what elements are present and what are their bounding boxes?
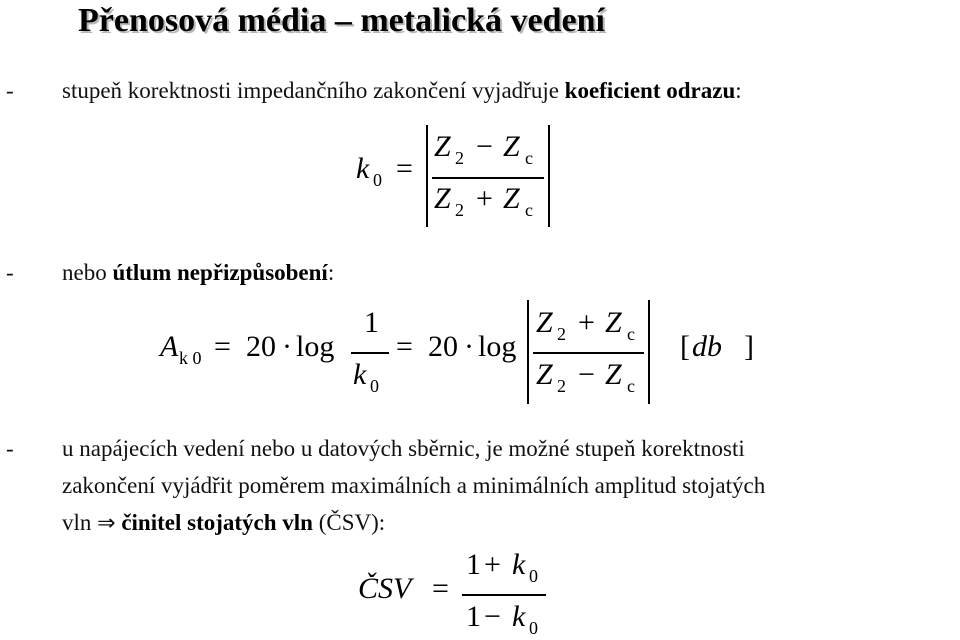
eq3-num-one: 1 [466, 548, 481, 581]
eq3-den-one: 1 [466, 600, 481, 633]
eq3-fraction-bar [462, 594, 546, 596]
slide-title: Přenosová média – metalická vedení [78, 2, 605, 39]
eq2-num-a-sub: 2 [557, 324, 566, 344]
eq2-den-op: − [578, 358, 595, 391]
eq3-num-var: k [512, 548, 526, 581]
eq2-unit-close: ] [744, 330, 754, 363]
eq2-num-b-sub: c [627, 324, 635, 344]
eq3-den-op: − [484, 600, 501, 633]
item3-bold: činitel stojatých vln [115, 510, 313, 535]
eq2-unit: db [692, 330, 722, 363]
item2-tail: : [327, 260, 335, 285]
eq2-lhs-sub: k 0 [179, 348, 202, 368]
item3-tail: (ČSV): [312, 510, 386, 535]
eq2-frac-den-var: k [353, 358, 367, 391]
eq2-num-b: Z [605, 306, 622, 339]
eq1-lhs-var: k [356, 152, 370, 185]
eq2-equals-2: = [396, 330, 413, 363]
eq1-num-b: Z [503, 130, 520, 163]
eq1-den-a-sub: 2 [455, 200, 464, 220]
eq2-den-a: Z [536, 358, 553, 391]
eq1-den-op: + [476, 182, 493, 215]
eq1-num-op: − [476, 130, 493, 163]
eq2-unit-open: [ [680, 330, 690, 363]
item3-line-1: u napájecích vedení nebo u datových sběrnic, je možné stupeň korektnosti [62, 436, 745, 461]
eq1-lhs-sub: 0 [373, 170, 382, 190]
bullet-dash: - [6, 436, 14, 461]
eq2-equals-1: = [214, 330, 231, 363]
eq1-den-b-sub: c [525, 200, 533, 220]
eq1-num-a: Z [434, 130, 451, 163]
eq3-num-op: + [484, 548, 501, 581]
eq2-lhs-var: A [160, 330, 179, 363]
item1-bold: koeficient odrazu [564, 78, 736, 103]
eq2-num-a: Z [536, 306, 553, 339]
eq2-num-op: + [578, 306, 595, 339]
eq1-num-a-sub: 2 [455, 148, 464, 168]
eq2-dot-1: · [282, 330, 292, 363]
eq1-den-a: Z [434, 182, 451, 215]
item1-text: stupeň korektnosti impedančního zakončení vyjadřuje [62, 78, 565, 103]
eq2-frac-den-sub: 0 [370, 376, 379, 396]
eq1-num-b-sub: c [525, 148, 533, 168]
eq3-num-sub: 0 [529, 566, 538, 586]
item1-tail: : [735, 78, 742, 103]
eq2-den-b-sub: c [627, 376, 635, 396]
item3-line-2: zakončení vyjádřit poměrem maximálních a minimálních amplitud stojatých [62, 473, 766, 498]
eq3-den-var: k [512, 600, 526, 633]
eq2-coef-1: 20 [246, 330, 276, 363]
eq3-lhs: ČSV [358, 572, 412, 605]
item2-text: nebo [62, 260, 113, 285]
implies-arrow-icon: ⇒ [97, 511, 116, 536]
eq3-equals: = [432, 572, 449, 605]
eq2-coef-2: 20 [428, 330, 458, 363]
eq2-log-2: log [478, 330, 517, 363]
eq2-frac-num: 1 [364, 306, 379, 339]
bullet-dash: - [6, 260, 14, 285]
bullet-dash: - [6, 78, 14, 103]
item3-pre: vln [62, 510, 98, 535]
eq2-den-a-sub: 2 [557, 376, 566, 396]
item2-bold: útlum nepřizpůsobení [112, 260, 328, 285]
eq1-equals: = [396, 152, 413, 185]
eq2-den-b: Z [605, 358, 622, 391]
eq1-den-b: Z [503, 182, 520, 215]
eq2-dot-2: · [464, 330, 474, 363]
eq2-log-1: log [296, 330, 335, 363]
eq3-den-sub: 0 [529, 618, 538, 638]
